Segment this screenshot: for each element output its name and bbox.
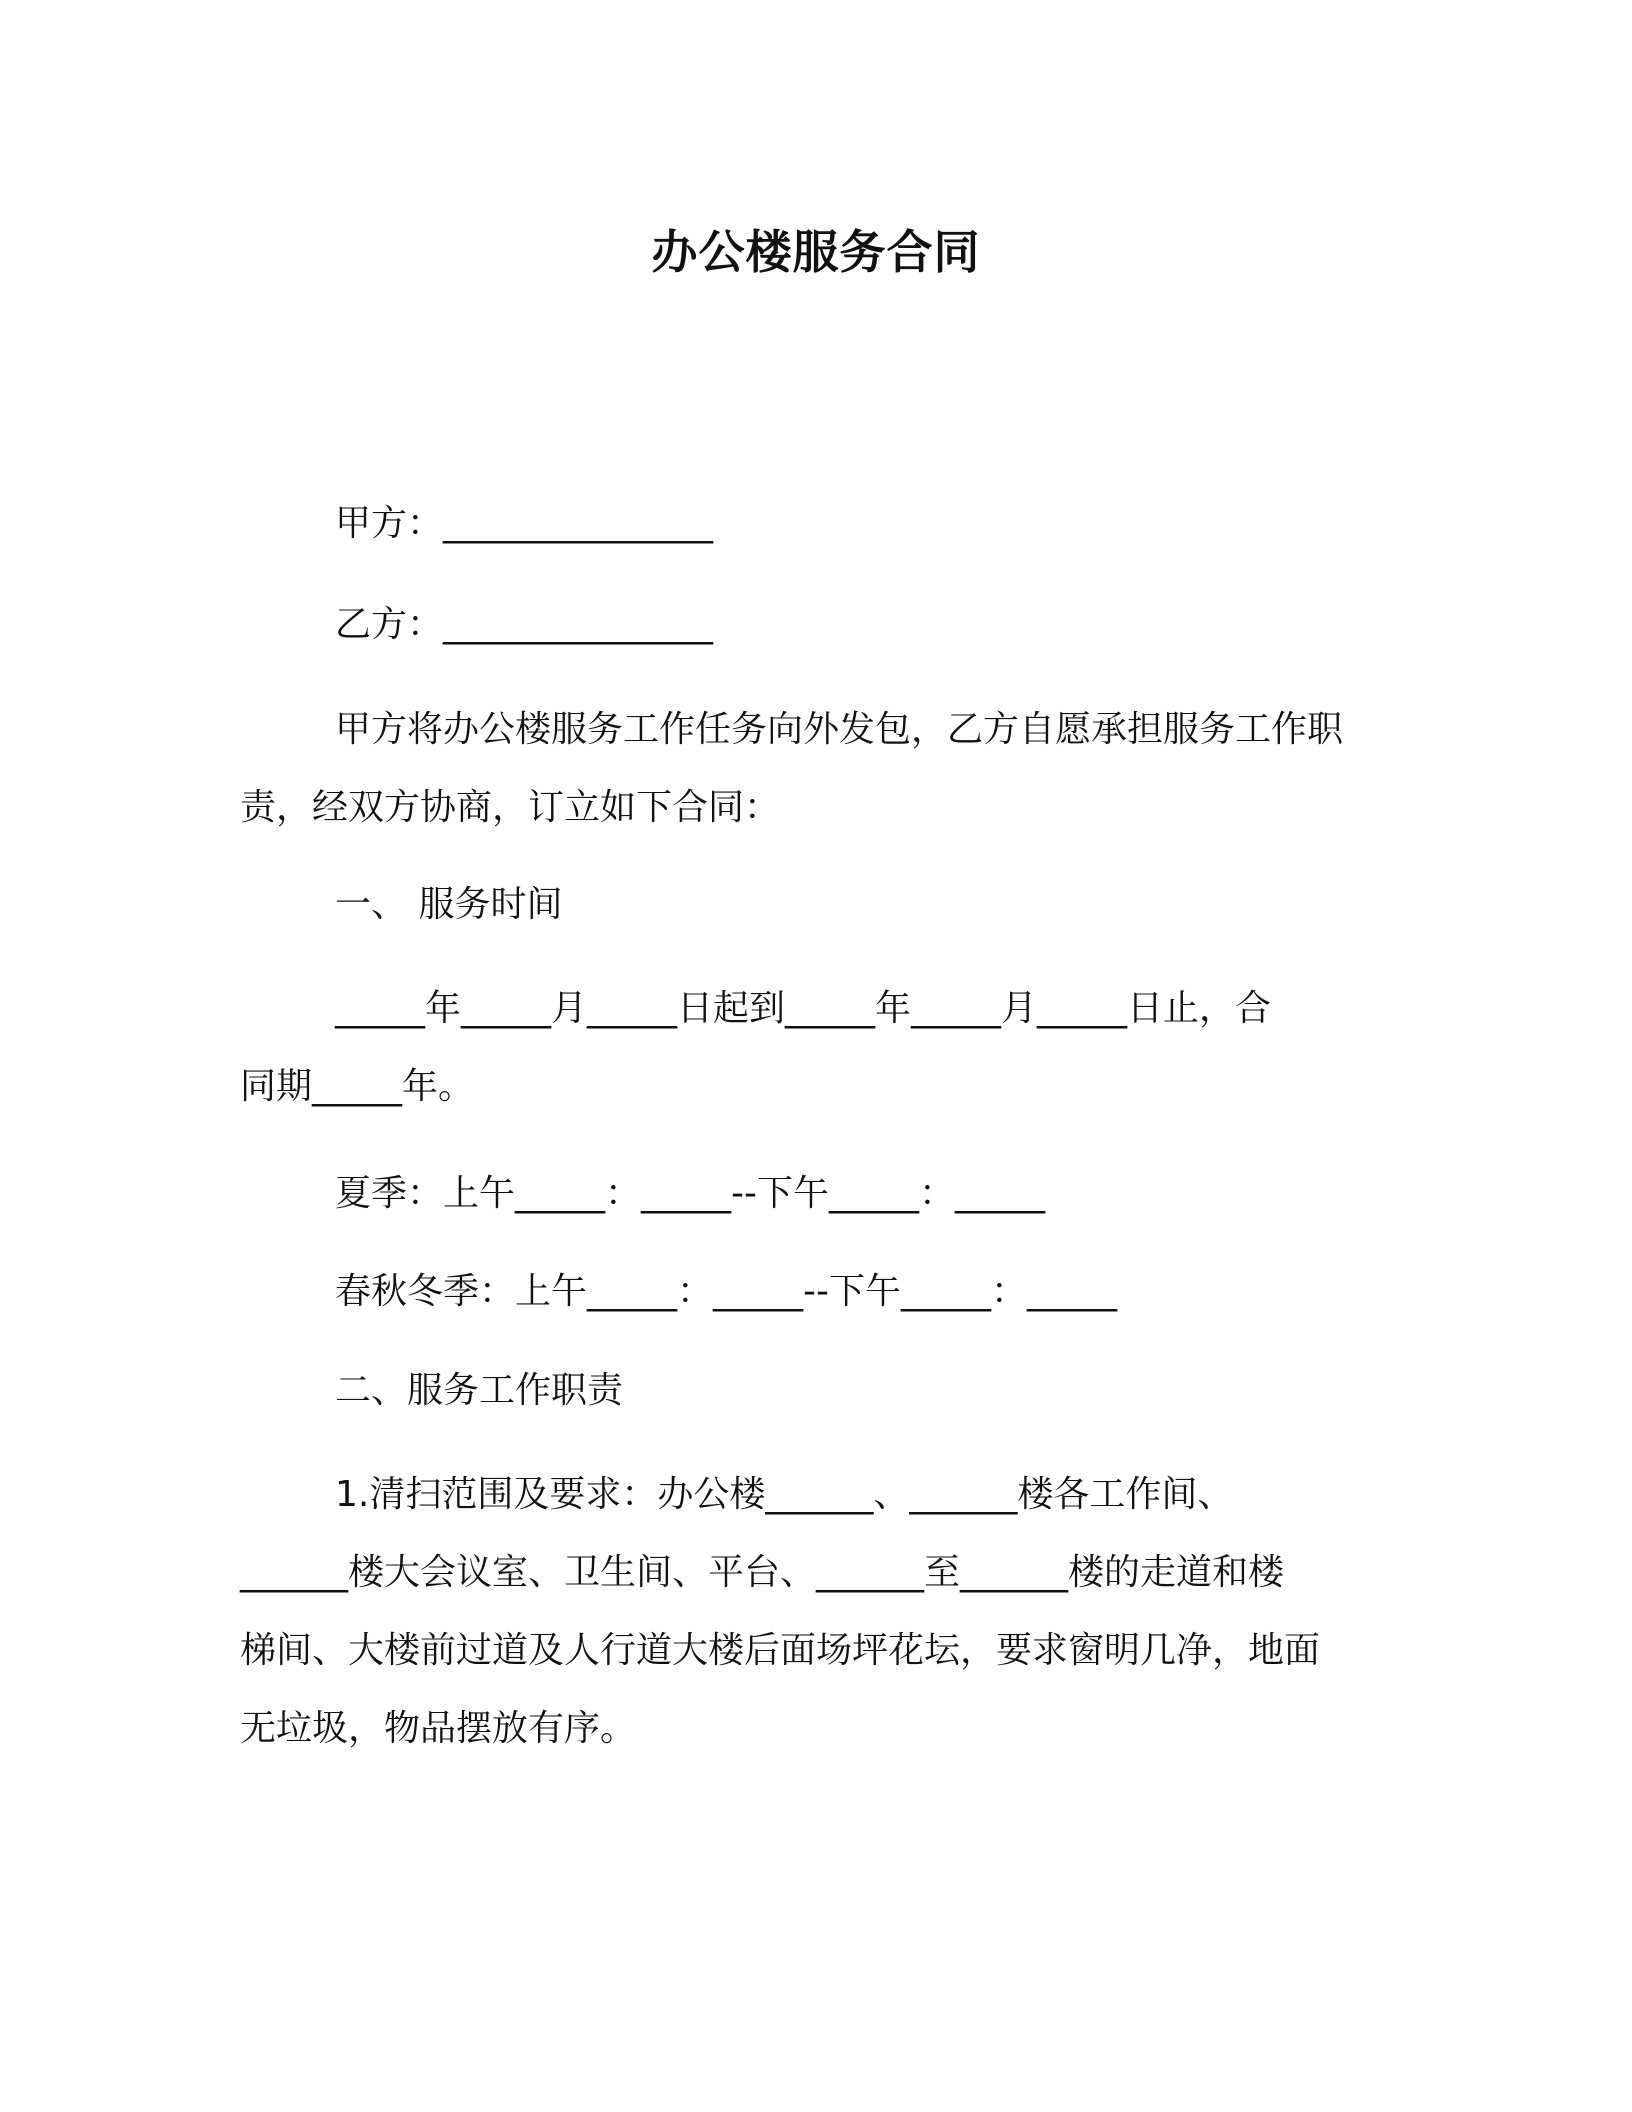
document-title: 办公楼服务合同 [651, 225, 981, 279]
intro-line: 责，经双方协商，订立如下合同： [240, 787, 781, 828]
duty-line: 梯间、大楼前过道及人行道大楼后面场坪花坛，要求窗明几净，地面 [240, 1630, 1321, 1671]
summer-hours-line: 夏季：上午_____：_____--下午_____：_____ [335, 1173, 1045, 1214]
party-a-line: 甲方：_______________ [335, 503, 714, 544]
intro-paragraph [240, 691, 1390, 847]
period-line: 同期_____年。 [240, 1066, 475, 1107]
section-1-heading: 一、 服务时间 [335, 884, 563, 925]
intro-line: 甲方将办公楼服务工作任务向外发包，乙方自愿承担服务工作职 [335, 709, 1344, 750]
party-b-line: 乙方：_______________ [335, 604, 714, 645]
section-2-heading: 二、服务工作职责 [335, 1370, 624, 1411]
service-period-paragraph [240, 970, 1390, 1126]
period-line: _____年_____月_____日起到_____年_____月_____日止，合 [335, 988, 1272, 1029]
other-seasons-hours-line: 春秋冬季：上午_____：_____--下午_____：_____ [335, 1271, 1117, 1312]
duty-line: 1.清扫范围及要求：办公楼______、______楼各工作间、 [335, 1474, 1234, 1515]
duty-1-paragraph [240, 1456, 1390, 1768]
duty-line: 无垃圾，物品摆放有序。 [240, 1708, 637, 1749]
duty-line: ______楼大会议室、卫生间、平台、______至______楼的走道和楼 [240, 1552, 1285, 1593]
